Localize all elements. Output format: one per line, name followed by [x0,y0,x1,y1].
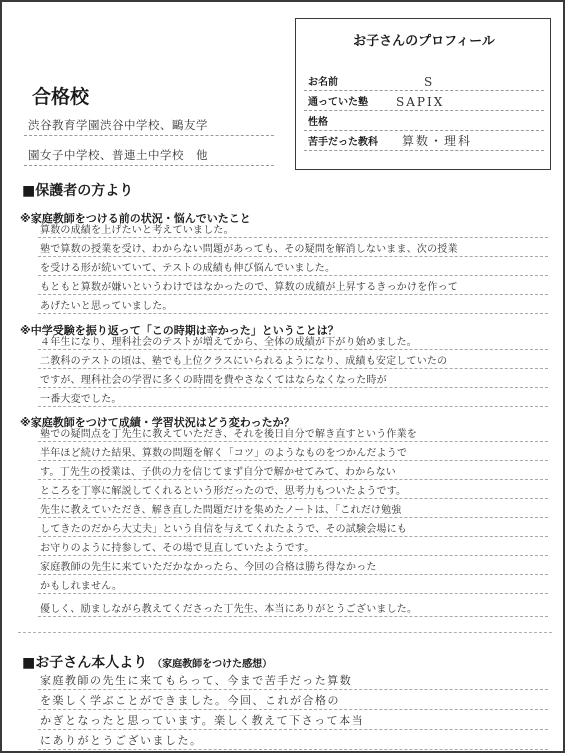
answer-line [38,389,548,407]
answer-line [38,500,548,518]
section-divider [18,632,552,633]
school-line [24,144,274,166]
answer-text: お守りのように持参して、その場で見直していたようです。 [40,543,315,554]
profile-row-weak-subject [304,131,544,151]
answer-line [38,277,548,295]
passed-schools-title: 合格校 [32,86,90,108]
answer-text: を楽しく学ぶことができました。今回、これが合格の [40,694,340,707]
parent-heading: ■保護者の方より [22,183,134,199]
answer-line [38,557,548,575]
answer-text: あげたいと思っていました。 [40,301,173,312]
child-answer-line [38,672,548,690]
child-heading-tag: （家庭教師をつけた感想） [152,659,273,670]
answer-text: 算数の成績を上げたいと考えていました。 [40,225,234,236]
answer-text: ところを丁寧に解説してくれるという形だったので、思考力もついたようです。 [40,486,407,497]
answer-line [38,258,548,276]
profile-value: S [424,75,435,89]
answer-text: 半年ほど続けた結果、算数の問題を解く「コツ」のようなものをつかんだようで [40,448,408,459]
question-before-tutor: ※家庭教師をつける前の状況・悩んでいたこと [20,212,251,225]
child-heading [22,652,272,672]
profile-title: お子さんのプロフィール [353,34,495,49]
answer-line [38,220,548,238]
answer-line [38,538,548,556]
profile-row-juku [304,91,544,111]
profile-value: 算数・理科 [402,134,473,148]
school-line [24,114,274,136]
answer-line [38,370,548,388]
answer-text: かもしれません。 [40,581,123,592]
answer-line [38,576,548,594]
answer-text: 家庭教師の先生に来ていただかなかったら、今回の合格は勝ち得なかった [40,562,377,573]
profile-label: 通っていた塾 [308,97,368,108]
answer-line [38,443,548,461]
profile-label: 性格 [308,117,328,128]
answer-line [38,351,548,369]
answer-text: ですが、理科社会の学習に多くの時間を費やさなくてはならなくなった時が [40,375,387,386]
profile-row-name [304,71,544,91]
answer-line [38,239,548,257]
answer-text: す。丁先生の授業は、子供の力を信じてまず自分で解かせてみて、わからない [40,467,396,478]
answer-text: 先生に教えていただき、解き直した問題だけを集めたノートは、「これだけ勉強 [40,505,402,516]
school-text: 園女子中学校、普連土中学校 他 [28,148,208,162]
answer-line [38,296,548,314]
question-hard-period: ※中学受験を振り返って「この時期は辛かった」ということは？ [20,324,339,337]
child-heading-text: ■お子さん本人より [22,655,148,671]
answer-text: 家庭教師の先生に来てもらって、今まで苦手だった算数 [40,674,353,687]
answer-text: 二教科のテストの頃は、塾でも上位クラスにいられるようになり、成績も安定していたの [40,356,448,367]
profile-row-personality [304,111,544,131]
answer-text: してきたのだから大丈夫」という自信を与えてくれたようで、その試験会場にも [40,524,407,535]
school-text: 渋谷教育学園渋谷中学校、鷗友学 [28,118,208,132]
answer-line [38,332,548,350]
child-answer-line [38,732,548,750]
answer-line [38,599,548,617]
profile-label: 苦手だった教科 [308,137,378,148]
answer-text: 塾での疑問点を丁先生に教えていただき、それを後日自分で解き直すという作業を [40,429,417,440]
profile-value: SAPIX [396,95,445,109]
profile-label: お名前 [308,77,338,88]
child-answer-line [38,692,548,710]
profile-box [295,18,551,170]
answer-text: にありがとうございました。 [40,734,203,747]
answer-text: かぎとなったと思っています。楽しく教えて下さって本当 [40,714,365,727]
answer-text: もともと算数が嫌いというわけではなかったので、算数の成績が上昇するきっかけを作って [40,282,458,293]
question-changes: ※家庭教師をつけて成績・学習状況はどう変わったか？ [20,416,295,429]
answer-line [38,481,548,499]
answer-line [38,462,548,480]
answer-text: 塾で算数の授業を受け、わからない問題があっても、その疑問を解消しないまま、次の授業 [40,244,458,255]
child-answer-line [38,712,548,730]
answer-text: ４年生になり、理科社会のテストが増えてから、全体の成績が下がり始めました。 [40,337,417,348]
answer-text: を受ける形が続いていて、テストの成績も伸び悩んでいました。 [40,263,336,274]
answer-text: 優しく、励ましながら教えてくださった丁先生、本当にありがとうございました。 [40,604,418,615]
answer-line [38,519,548,537]
answer-line [38,424,548,442]
answer-text: 一番大変でした。 [40,394,122,405]
